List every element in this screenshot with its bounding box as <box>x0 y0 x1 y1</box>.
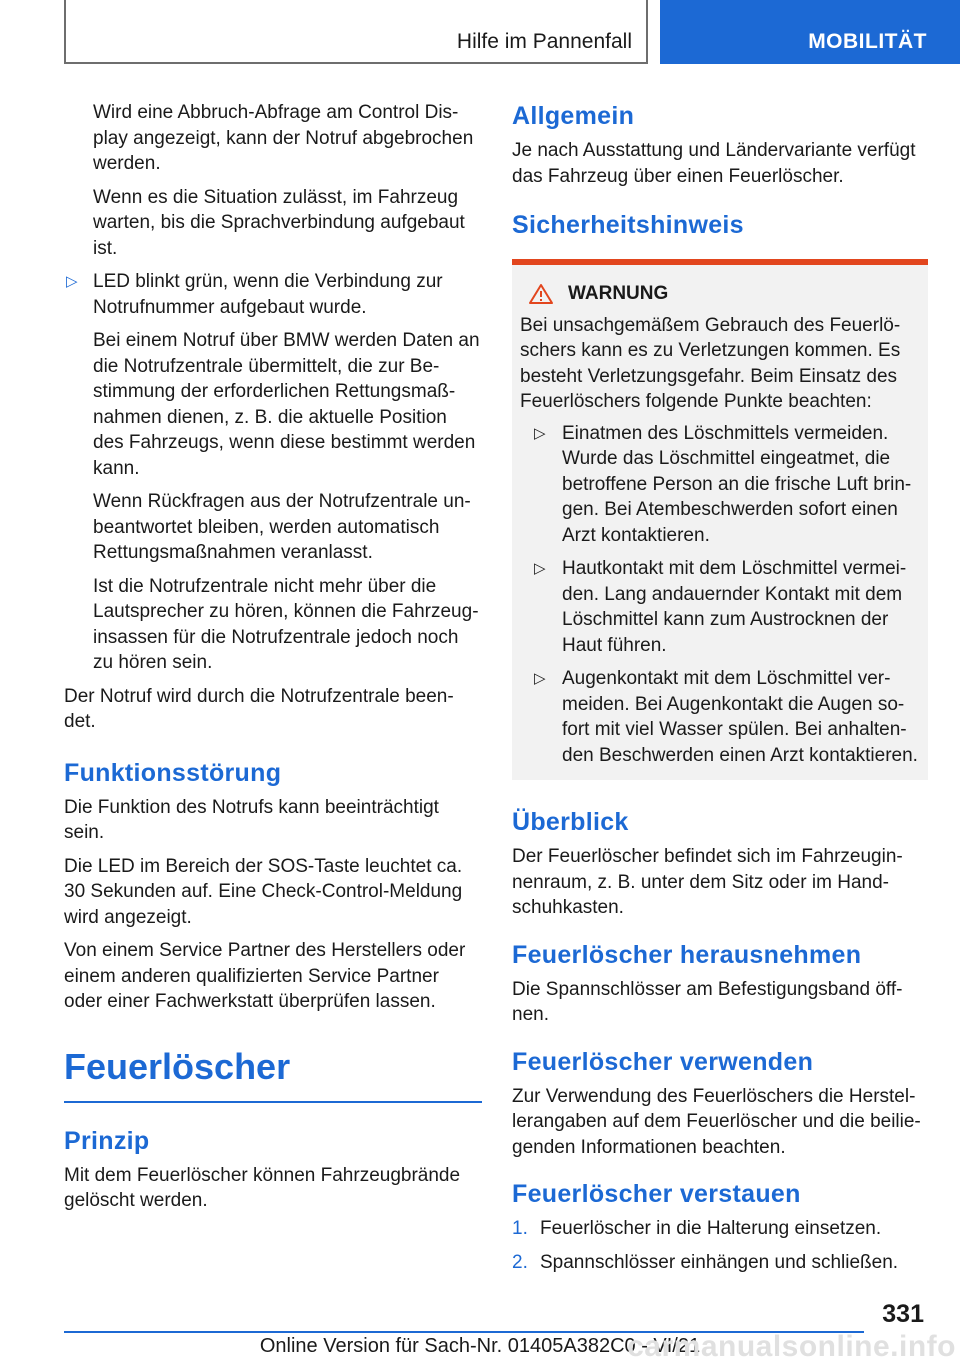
step-item <box>512 1250 928 1276</box>
heading-prinzip: Prinzip <box>64 1126 150 1155</box>
list-item-text: LED blinkt grün, wenn die Verbindung zur Notrufnummer aufgebaut wurde. <box>93 271 443 318</box>
paragraph: Ist die Notrufzentrale nicht mehr über die Lautsprecher zu hören, können die Fahrzeug-insassen für die Notrufzentrale jedoch noch zu hören sein. <box>93 575 479 673</box>
paragraph: Die LED im Bereich der SOS-Taste leuchtet ca. 30 Sekunden auf. Eine Check-Control-Meldung wird angezeigt. <box>64 855 463 928</box>
heading-ueberblick: Überblick <box>512 808 629 836</box>
warning-item-text: Hautkontakt mit dem Löschmittel vermei-den. Lang andauernder Kontakt mit dem Löschmittel kann zum Austrocknen der Haut führen. <box>562 558 907 656</box>
paragraph: Der Notruf wird durch die Notrufzentrale been-det. <box>64 685 454 732</box>
paragraph: Je nach Ausstattung und Ländervariante verfügt das Fahrzeug über einen Feuerlöscher. <box>512 140 916 187</box>
heading-verwenden: Feuerlöscher verwenden <box>512 1047 814 1076</box>
section-tab-label: MOBILITÄT <box>808 30 927 53</box>
step-text: Spannschlösser einhängen und schließen. <box>540 1251 899 1273</box>
step-number: 1. <box>512 1218 528 1239</box>
paragraph: Mit dem Feuerlöscher können Fahrzeugbrände gelöscht werden. <box>64 1164 461 1211</box>
triangle-bullet-icon: ▷ <box>534 670 546 687</box>
paragraph: Bei einem Notruf über BMW werden Daten an die Notrufzentrale übermittelt, die zur Be-stimmung der erforderlichen Rettungsmaß-nahmen dienen, z. B. die aktuelle Position des Fahrzeugs, wenn diese bestimmt werden kann. <box>93 330 480 479</box>
paragraph: Zur Verwendung des Feuerlöschers die Herstel-lerangaben auf dem Feuerlöscher und die beilie-genden Informationen beachten. <box>512 1085 921 1158</box>
paragraph: Der Feuerlöscher befindet sich im Fahrzeugin-nenraum, z. B. unter dem Sitz oder im Hand-schuhkasten. <box>512 846 903 918</box>
paragraph: Von einem Service Partner des Herstellers oder einem anderen qualifizierten Service Partner oder einer Fachwerkstatt überprüfen lassen. <box>64 940 466 1012</box>
warning-list-item <box>520 556 920 658</box>
heading-underline <box>64 1101 482 1103</box>
step-number: 2. <box>512 1251 528 1273</box>
watermark: carmanualsonline.info <box>627 1330 956 1363</box>
heading-herausnehmen: Feuerlöscher herausnehmen <box>512 940 862 969</box>
heading-funktionsstoerung: Funktionsstörung <box>64 758 282 787</box>
footer-online-version: Online Version für Sach-Nr. 01405A382C0 - VI/21 <box>259 1335 701 1357</box>
triangle-bullet-icon: ▷ <box>534 560 546 577</box>
heading-allgemein: Allgemein <box>512 102 635 130</box>
heading-sicherheitshinweis: Sicherheitshinweis <box>512 211 744 239</box>
left-column <box>64 100 482 1222</box>
triangle-bullet-icon: ▷ <box>534 424 546 442</box>
paragraph: Wird eine Abbruch-Abfrage am Control Dis-play angezeigt, kann der Notruf abgebrochen werden. <box>93 102 474 174</box>
right-column <box>512 100 928 1283</box>
warning-item-text: Augenkontakt mit dem Löschmittel ver-meiden. Bei Augenkontakt die Augen so-fort mit viel Wasser spülen. Bei anhalten-den Beschwerden einen Arzt kontaktieren. <box>562 668 918 766</box>
warning-item-text: Einatmen des Löschmittels vermeiden. Wurde das Löschmittel eingeatmet, die betroffene Person an die frische Luft brin-gen. Bei Atembeschwerden sofort einen Arzt kontaktieren. <box>562 422 912 546</box>
heading-feuerloescher: Feuerlöscher <box>64 1045 291 1087</box>
warning-list-item <box>520 421 920 549</box>
warning-text: Bei unsachgemäßem Gebrauch des Feuerlö-schers kann es zu Verletzungen kommen. Es besteht Verletzungsgefahr. Beim Einsatz des Feuerlöschers folgende Punkte beachten: <box>520 314 901 412</box>
step-item <box>512 1216 928 1242</box>
chapter-title: Hilfe im Pannenfall <box>456 30 632 53</box>
paragraph: Wenn es die Situation zulässt, im Fahrzeug warten, bis die Sprachverbindung aufgebaut ist. <box>93 186 465 259</box>
paragraph: Wenn Rückfragen aus der Notrufzentrale un-beantwortet bleiben, werden automatisch Rettungsmaßnahmen veranlasst. <box>93 491 471 563</box>
section-tab[interactable] <box>660 0 960 64</box>
paragraph: Die Funktion des Notrufs kann beeinträchtigt sein. <box>64 796 439 843</box>
page-number: 331 <box>882 1300 924 1328</box>
warning-title-text: WARNUNG <box>568 283 669 304</box>
page-header <box>0 0 960 66</box>
warning-list-item <box>520 666 920 768</box>
list-item <box>64 269 482 320</box>
warning-box <box>512 259 928 780</box>
warning-triangle-icon <box>528 283 554 305</box>
paragraph: Die Spannschlösser am Befestigungsband öff-nen. <box>512 978 903 1025</box>
chapter-box <box>64 0 648 64</box>
step-text: Feuerlöscher in die Halterung einsetzen. <box>540 1218 882 1239</box>
warning-title <box>528 281 920 307</box>
triangle-bullet-icon: ▷ <box>66 273 78 290</box>
heading-verstauen: Feuerlöscher verstauen <box>512 1180 801 1208</box>
